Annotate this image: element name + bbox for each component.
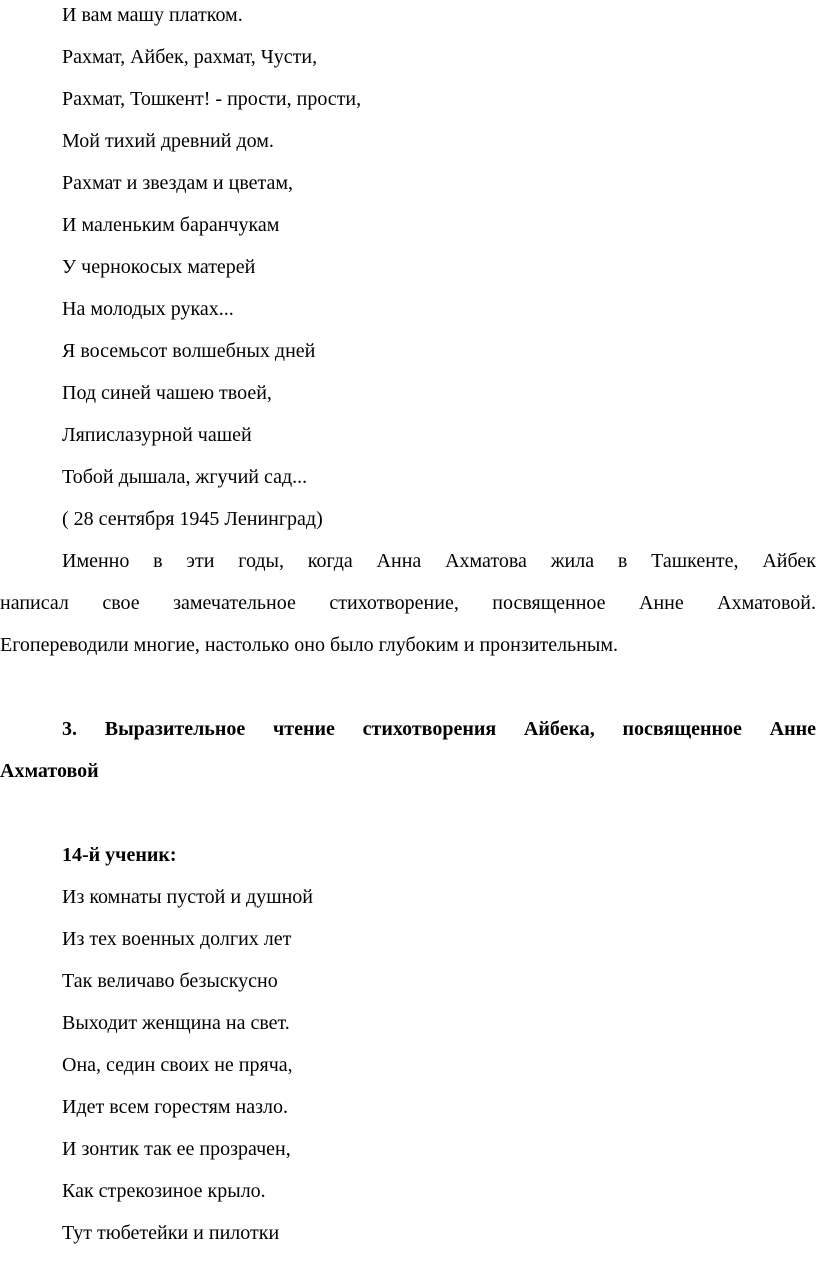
poem-line: Она, седин своих не пряча, (62, 1054, 293, 1076)
poem-line: Идет всем горестям назло. (62, 1096, 288, 1118)
poem-line: Рахмат, Тошкент! - прости, прости, (62, 88, 362, 110)
poem-line: Ляпислазурной чашей (62, 424, 252, 446)
paragraph-line: Егопереводили многие, настолько оно было глубоким и пронзительным. (0, 634, 618, 656)
poem-line: Рахмат и звездам и цветам, (62, 172, 294, 194)
poem-line: У чернокосых матерей (62, 256, 256, 278)
poem-line: Мой тихий древний дом. (62, 130, 274, 152)
poem-line: И вам машу платком. (62, 4, 243, 26)
student-label: 14-й ученик: (62, 844, 177, 866)
poem-line: И маленьким баранчукам (62, 214, 280, 236)
poem-line: Выходит женщина на свет. (62, 1012, 290, 1034)
poem-line: Как стрекозиное крыло. (62, 1180, 266, 1202)
section-heading-line: 3. Выразительное чтение стихотворения Айбека, посвященное Анне (62, 718, 816, 740)
poem-line: И зонтик так ее прозрачен, (62, 1138, 291, 1160)
poem-date-line: ( 28 сентября 1945 Ленинград) (62, 508, 323, 530)
poem-line: Из комнаты пустой и душной (62, 886, 314, 908)
poem-line: Тут тюбетейки и пилотки (62, 1222, 280, 1244)
poem-line: На молодых руках... (62, 298, 234, 320)
poem-line: Я восемьсот волшебных дней (62, 340, 316, 362)
paragraph-line: написал свое замечательное стихотворение, посвященное Анне Ахматовой. (0, 592, 816, 614)
poem-line: Рахмат, Айбек, рахмат, Чусти, (62, 46, 318, 68)
poem-line: Под синей чашею твоей, (62, 382, 272, 404)
poem-line: Из тех военных долгих лет (62, 928, 292, 950)
poem-line: Так величаво безыскусно (62, 970, 278, 992)
poem-line: Тобой дышала, жгучий сад... (62, 466, 308, 488)
paragraph-line: Именно в эти годы, когда Анна Ахматова жила в Ташкенте, Айбек (62, 550, 816, 572)
section-heading-line: Ахматовой (0, 760, 99, 782)
